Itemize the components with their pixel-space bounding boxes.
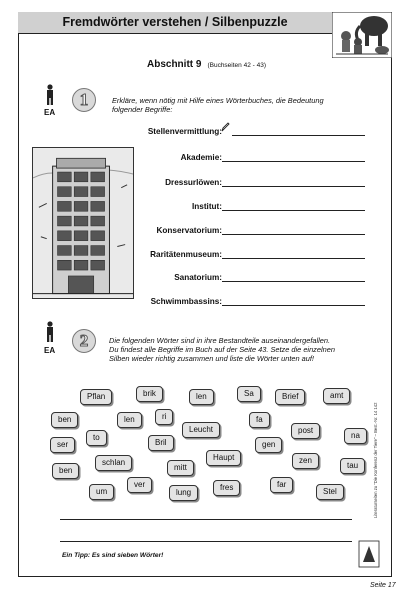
task-number-badge: 2 xyxy=(72,329,96,353)
syllable-card[interactable]: post xyxy=(291,423,320,439)
syllable-card[interactable]: to xyxy=(86,430,107,446)
section-heading xyxy=(147,59,266,70)
instruction-line: Die folgenden Wörter sind in ihre Bestandteile auseinandergefallen. xyxy=(109,336,331,345)
section-pages: (Buchseiten 42 - 43) xyxy=(207,62,266,69)
page-number: Seite 17 xyxy=(370,582,396,589)
term-label: Institut: xyxy=(191,202,222,211)
task2-instruction xyxy=(109,336,335,364)
mode-label: EA xyxy=(44,108,56,117)
syllable-card[interactable]: Leucht xyxy=(182,422,220,438)
answer-line[interactable] xyxy=(222,305,365,306)
answer-line[interactable] xyxy=(232,135,365,136)
syllable-card[interactable]: ser xyxy=(50,437,75,453)
task1-instruction xyxy=(112,96,324,114)
instruction-line: Erkläre, wenn nötig mit Hilfe eines Wörterbuches, die Bedeutung xyxy=(112,96,324,105)
page-title: Fremdwörter verstehen / Silbenpuzzle xyxy=(18,12,332,34)
syllable-card[interactable]: um xyxy=(89,484,114,500)
syllable-card[interactable]: fa xyxy=(249,412,270,428)
syllable-card[interactable]: schlan xyxy=(95,455,132,471)
term-label: Schwimmbassins: xyxy=(150,297,222,306)
pencil-icon xyxy=(221,122,230,132)
instruction-line: folgender Begriffe: xyxy=(112,105,173,115)
person-icon xyxy=(44,84,56,106)
term-label: Raritätenmuseum: xyxy=(150,250,222,259)
term-label: Akademie: xyxy=(180,153,222,162)
syllable-card[interactable]: len xyxy=(117,412,142,428)
syllable-card[interactable]: ben xyxy=(52,463,79,479)
syllable-card[interactable]: len xyxy=(189,389,214,405)
syllable-card[interactable]: tau xyxy=(340,458,365,474)
syllable-card[interactable]: mitt xyxy=(167,460,194,476)
syllable-card[interactable]: na xyxy=(344,428,367,444)
syllable-card[interactable]: far xyxy=(270,477,293,493)
mode-label: EA xyxy=(44,346,56,355)
term-label: Dressurlöwen: xyxy=(165,178,222,187)
syllable-card[interactable]: ver xyxy=(127,477,152,493)
syllable-card[interactable]: Brief xyxy=(275,389,305,405)
syllable-card[interactable]: Bril xyxy=(148,435,174,451)
syllable-card[interactable]: amt xyxy=(323,388,350,404)
syllable-card[interactable]: Sa xyxy=(237,386,261,402)
term-label: Konservatorium: xyxy=(156,226,222,235)
answer-line[interactable] xyxy=(60,541,352,542)
term-label: Stellenvermittlung: xyxy=(147,127,222,136)
syllable-card[interactable]: brik xyxy=(136,386,163,402)
syllable-card[interactable]: ri xyxy=(155,409,173,425)
answer-line[interactable] xyxy=(222,281,365,282)
publisher-logo xyxy=(358,540,380,568)
term-label: Sanatorium: xyxy=(174,273,222,282)
syllable-card[interactable]: gen xyxy=(255,437,282,453)
syllable-card[interactable]: lung xyxy=(169,485,198,501)
instruction-line: Du findest alle Begriffe im Buch auf der Seite 43. Setze die einzelnen xyxy=(109,345,335,355)
person-icon xyxy=(44,321,56,343)
answer-line[interactable] xyxy=(60,519,352,520)
answer-line[interactable] xyxy=(222,234,365,235)
task-number-badge: 1 xyxy=(72,88,96,112)
answer-line[interactable] xyxy=(222,161,365,162)
syllable-card[interactable]: ben xyxy=(51,412,78,428)
building-illustration xyxy=(32,147,134,299)
syllable-card[interactable]: Stel xyxy=(316,484,344,500)
animals-illustration xyxy=(332,12,392,58)
tip-text: Ein Tipp: Es sind sieben Wörter! xyxy=(62,552,164,559)
section-title: Abschnitt 9 xyxy=(147,59,202,70)
answer-line[interactable] xyxy=(222,210,365,211)
instruction-line: Silben wieder richtig zusammen und liste die Wörter unten auf! xyxy=(109,354,314,364)
answer-line[interactable] xyxy=(222,186,365,187)
syllable-card[interactable]: Haupt xyxy=(206,450,241,466)
syllable-card[interactable]: fres xyxy=(213,480,240,496)
answer-line[interactable] xyxy=(222,258,365,259)
side-credit: Literaturseiten zu "Die Konferenz der Tiere" – Best.-Nr. 14 142 xyxy=(373,402,378,518)
syllable-card[interactable]: Pflan xyxy=(80,389,112,405)
syllable-card[interactable]: zen xyxy=(292,453,319,469)
